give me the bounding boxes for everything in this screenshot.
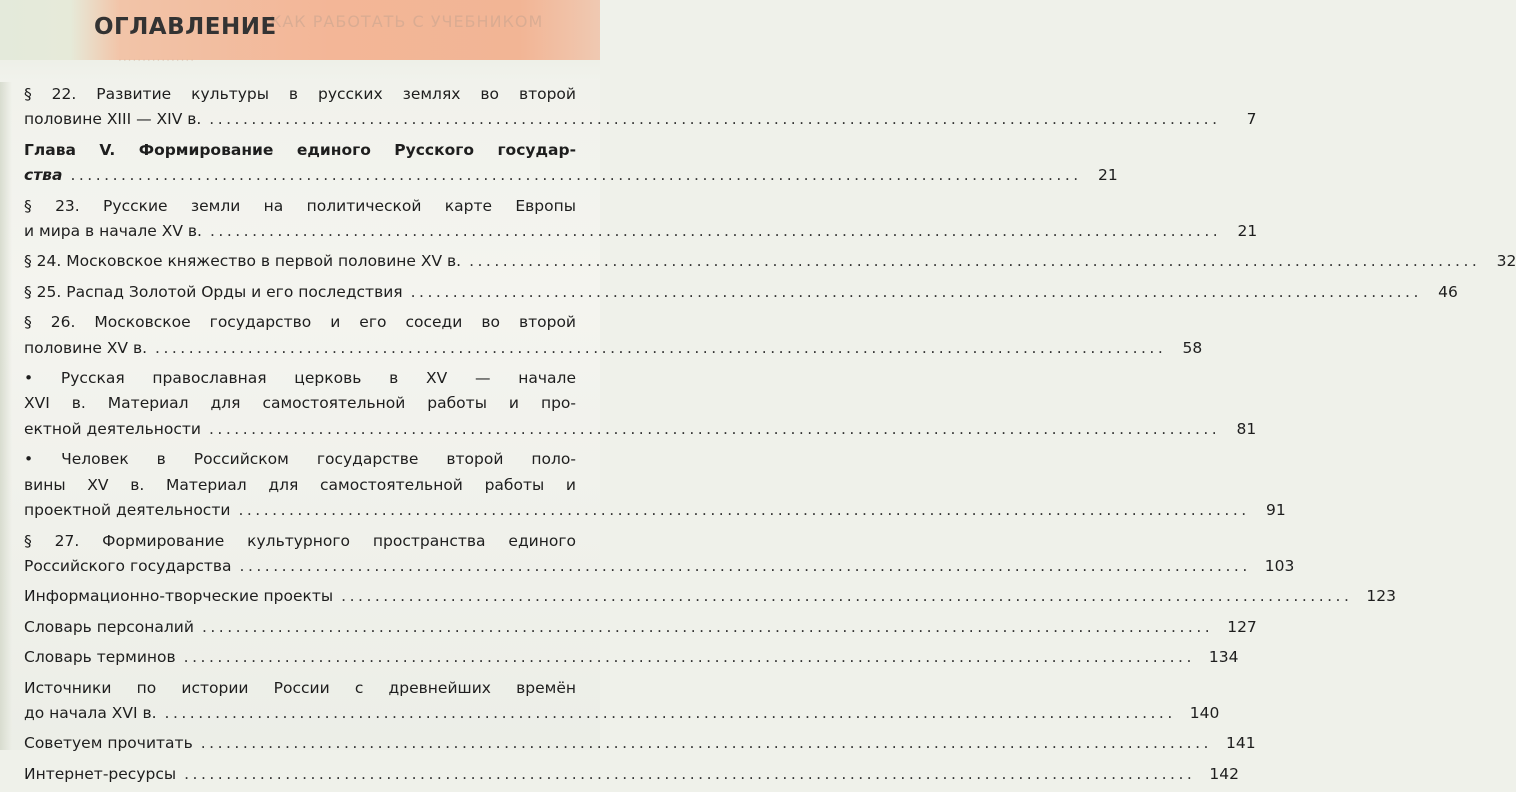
dot-leader: ........................................................................................................................ <box>469 252 1481 271</box>
toc-page-number: 81 <box>1236 419 1257 438</box>
dot-leader: ........................................................................................................................ <box>200 734 1212 753</box>
toc-page-number: 21 <box>1097 166 1118 185</box>
toc-entry-line: вины XV в. Материал для самостоятельной работы и <box>24 475 576 494</box>
toc-entry[interactable] <box>24 310 1203 361</box>
toc-entry-line: Глава V. Формирование единого Русского государ- <box>24 140 576 159</box>
dot-leader: ........................................................................................................................ <box>410 282 1422 301</box>
toc-entry-last-line <box>24 615 1257 640</box>
toc-entry-title: и мира в начале XV в. <box>24 222 202 241</box>
toc-entry-title: Информационно-творческие проекты <box>24 587 334 606</box>
toc-entry-last-line <box>24 645 1239 670</box>
toc-entry-line: XVI в. Материал для самостоятельной работы и про- <box>24 394 576 413</box>
toc-entry-title: до начала XVI в. <box>24 703 157 722</box>
dot-leader: ........................................................................................................................ <box>209 110 1221 129</box>
toc-page-number: 127 <box>1227 617 1257 636</box>
toc-page-number: 140 <box>1189 703 1220 722</box>
toc-entry[interactable] <box>24 731 1256 756</box>
dot-leader: ........................................................................................................................ <box>209 222 1222 241</box>
toc-entry-title: половине XIII — XIV в. <box>24 110 202 129</box>
dot-leader: ........................................................................................................................ <box>239 556 1251 575</box>
toc-entry[interactable] <box>24 645 1239 670</box>
toc-entry[interactable] <box>24 249 1516 274</box>
toc-entry-last-line <box>24 280 1458 305</box>
toc-entry-line: § 27. Формирование культурного пространства единого <box>24 531 576 550</box>
dot-leader: ........................................................................................................................ <box>238 501 1250 520</box>
toc-entry[interactable] <box>24 366 1257 442</box>
toc-entry[interactable] <box>24 280 1458 305</box>
toc-entry-title: Словарь терминов <box>24 648 176 667</box>
toc-entry-last-line <box>24 701 1220 726</box>
toc-entry-last-line <box>24 336 1203 361</box>
toc-page-number: 123 <box>1366 587 1397 606</box>
toc-entry-title: Словарь персоналий <box>24 617 194 636</box>
toc-entry-last-line <box>24 219 1258 244</box>
toc-page-number: 46 <box>1438 282 1458 301</box>
toc-entry-last-line <box>24 498 1286 523</box>
dot-leader: ........................................................................................................................ <box>208 419 1221 438</box>
toc-entry-line: § 23. Русские земли на политической карте Европы <box>24 196 576 215</box>
header-lower-band <box>0 60 600 82</box>
toc-entry-last-line <box>24 584 1397 609</box>
toc-page-number: 91 <box>1265 501 1286 520</box>
toc-entry-line: • Русская православная церковь в XV — начале <box>24 369 576 388</box>
toc-entry-last-line <box>24 107 1257 132</box>
toc-entry-title: ства <box>24 166 63 185</box>
dot-leader: ........................................................................................................................ <box>155 338 1167 357</box>
toc-entry[interactable] <box>24 762 1239 787</box>
toc-entry-title: половине XV в. <box>24 338 148 357</box>
dot-leader: ........................................................................................................................ <box>183 648 1195 667</box>
dot-leader: ........................................................................................................................ <box>164 703 1176 722</box>
toc-entry-title: проектной деятельности <box>24 501 231 520</box>
toc-page-number: 7 <box>1246 110 1257 129</box>
toc-entry-last-line <box>24 249 1516 274</box>
toc-entry-line: • Человек в Российском государстве второй поло- <box>24 450 576 469</box>
toc-entry-title: Интернет-ресурсы <box>24 764 177 783</box>
toc-entry-line: Источники по истории России с древнейших времён <box>24 678 576 697</box>
toc-entry-title: § 24. Московское княжество в первой половине XV в. <box>24 252 462 271</box>
toc-entry-title: ектной деятельности <box>24 419 201 438</box>
toc-entry-last-line <box>24 731 1256 756</box>
toc-entry-last-line <box>24 762 1239 787</box>
toc-entry[interactable] <box>24 447 1286 523</box>
page-title: ОГЛАВЛЕНИЕ <box>94 14 277 40</box>
toc-entry[interactable] <box>24 82 1257 133</box>
ghost-text-dots: ................ <box>118 50 196 64</box>
dot-leader: ........................................................................................................................ <box>70 166 1082 185</box>
toc-entry[interactable] <box>24 529 1295 580</box>
toc-page-number: 134 <box>1208 648 1239 667</box>
ghost-text: КАК РАБОТАТЬ С УЧЕБНИКОМ <box>270 12 544 31</box>
toc-entry-title: § 25. Распад Золотой Орды и его последствия <box>24 282 403 301</box>
dot-leader: ........................................................................................................................ <box>201 617 1214 636</box>
toc-page-number: 32 <box>1496 252 1516 271</box>
toc-entry-line: § 22. Развитие культуры в русских землях во второй <box>24 85 576 103</box>
toc-page-number: 141 <box>1225 734 1256 753</box>
toc-entry[interactable] <box>24 676 1220 727</box>
toc-entry-last-line <box>24 554 1295 579</box>
toc-entry-line: § 26. Московское государство и его соседи во второй <box>24 313 576 332</box>
toc-page-number: 21 <box>1237 222 1258 241</box>
toc-entry-last-line <box>24 417 1257 442</box>
page-gutter-shadow <box>0 0 12 750</box>
toc-page-number: 58 <box>1182 338 1203 357</box>
table-of-contents <box>24 82 1516 792</box>
dot-leader: ........................................................................................................................ <box>184 764 1196 783</box>
toc-entry-title: Советуем прочитать <box>24 734 193 753</box>
toc-entry-last-line <box>24 163 1118 188</box>
toc-page-number: 142 <box>1209 764 1239 783</box>
toc-entry[interactable] <box>24 194 1258 245</box>
toc-entry[interactable] <box>24 584 1397 609</box>
toc-chapter-entry[interactable] <box>24 138 1118 189</box>
dot-leader: ........................................................................................................................ <box>341 587 1353 606</box>
toc-entry[interactable] <box>24 615 1257 640</box>
toc-page-number: 103 <box>1264 556 1295 575</box>
toc-entry-title: Российского государства <box>24 556 232 575</box>
